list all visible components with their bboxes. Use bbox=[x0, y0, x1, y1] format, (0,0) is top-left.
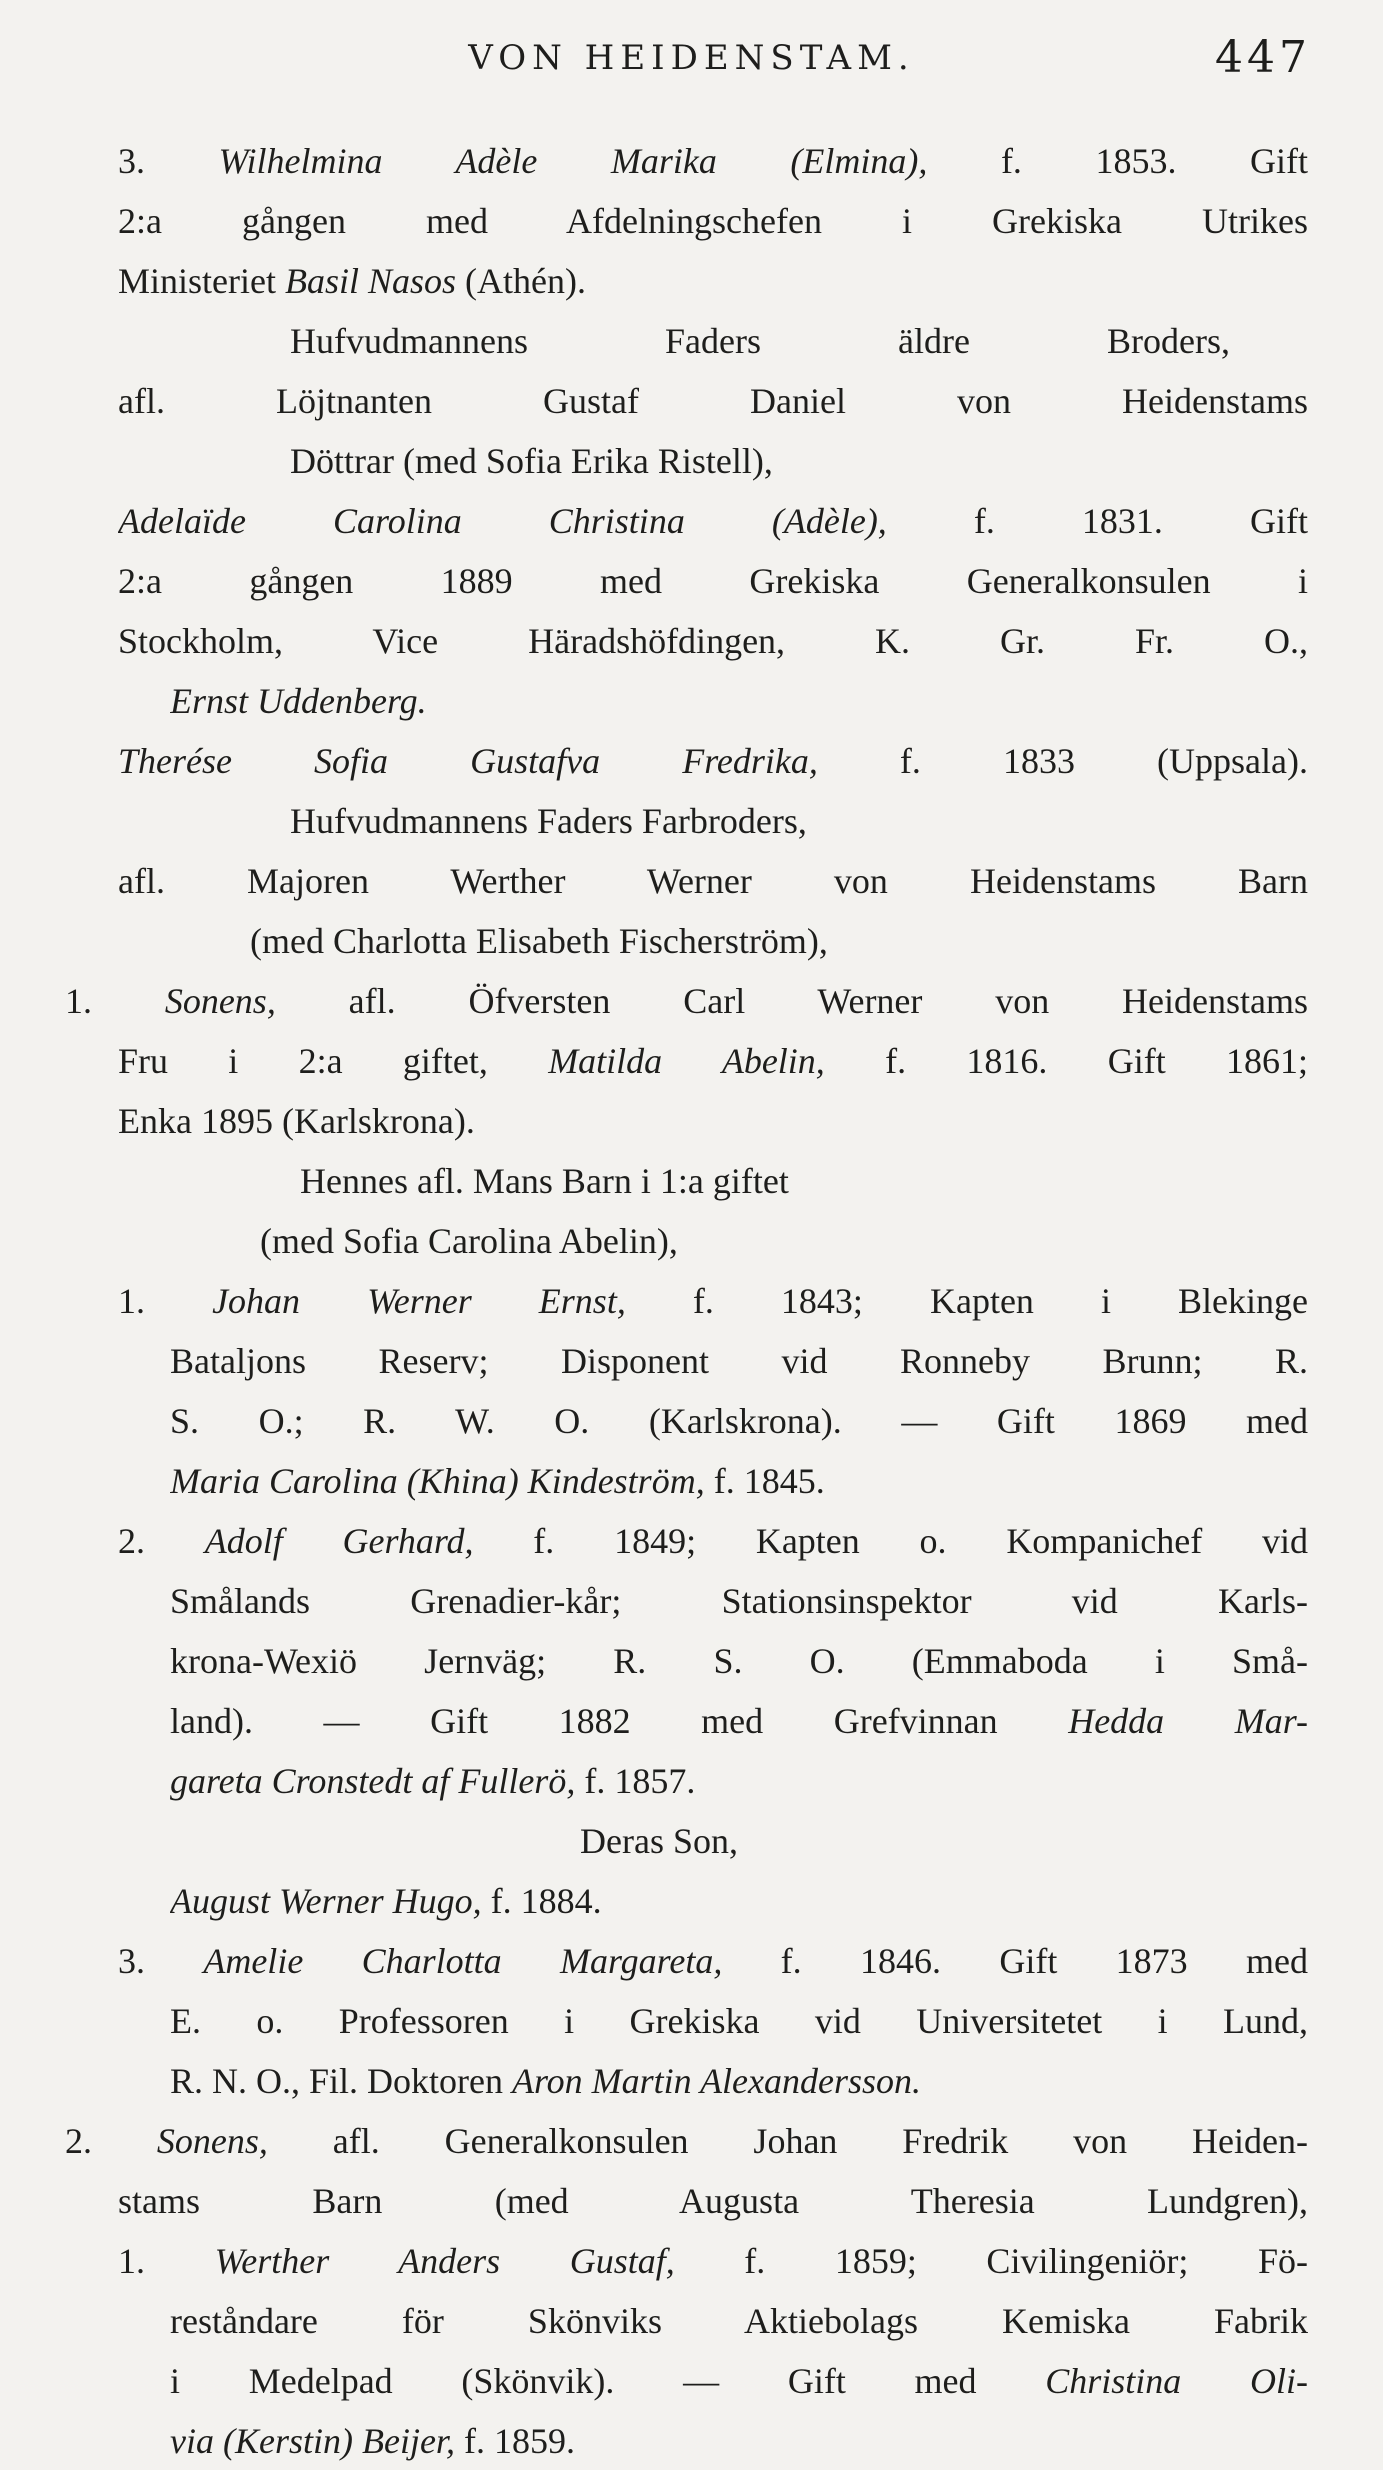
text-span: 1. bbox=[118, 2241, 215, 2281]
page-number: 447 bbox=[1215, 32, 1311, 83]
text-span: afl. Majoren Werther Werner von Heidenstams Barn bbox=[118, 861, 1308, 901]
italic-name-span: Adolf Gerhard, bbox=[204, 1521, 474, 1561]
text-span: Stockholm, Vice Häradshöfdingen, K. Gr. Fr. O., bbox=[118, 621, 1308, 661]
text-span: f. 1833 (Uppsala). bbox=[817, 741, 1308, 781]
text-line bbox=[65, 972, 1308, 1030]
text-span: f. 1884. bbox=[481, 1881, 602, 1921]
italic-name-span: Basil Nasos bbox=[284, 261, 457, 301]
text-span: (med Sofia Carolina Abelin), bbox=[260, 1221, 678, 1261]
text-line bbox=[250, 912, 1250, 970]
text-line bbox=[118, 1932, 1308, 1990]
text-line bbox=[118, 1032, 1308, 1090]
text-span: R. N. O., Fil. Doktoren bbox=[170, 2061, 512, 2101]
text-span: 2:a gången med Afdelningschefen i Grekiska Utrikes bbox=[118, 201, 1308, 241]
text-line bbox=[118, 1512, 1308, 1570]
text-line bbox=[118, 132, 1308, 190]
text-span: krona-Wexiö Jernväg; R. S. O. (Emmaboda i Små- bbox=[170, 1641, 1308, 1681]
text-span: Smålands Grenadier-kår; Stationsinspektor vid Karls- bbox=[170, 1581, 1308, 1621]
italic-name-span: gareta Cronstedt af Fullerö, bbox=[170, 1761, 576, 1801]
text-line bbox=[170, 1392, 1308, 1450]
text-line bbox=[118, 612, 1308, 670]
text-span: Hufvudmannens Faders Farbroders, bbox=[290, 801, 807, 841]
text-span: stams Barn (med Augusta Theresia Lundgren), bbox=[118, 2181, 1308, 2221]
text-line bbox=[118, 2172, 1308, 2230]
text-span: i Medelpad (Skönvik). — Gift med bbox=[170, 2361, 1046, 2401]
italic-name-span: Wilhelmina Adèle Marika (Elmina), bbox=[218, 141, 928, 181]
italic-name-span: Christina Oli- bbox=[1045, 2361, 1308, 2401]
text-line bbox=[580, 1812, 1100, 1870]
text-span: Hufvudmannens Faders äldre Broders, bbox=[290, 321, 1230, 361]
text-span: afl. Generalkonsulen Johan Fredrik von Heiden- bbox=[267, 2121, 1308, 2161]
italic-name-span: Johan Werner Ernst, bbox=[212, 1281, 626, 1321]
text-line bbox=[170, 1332, 1308, 1390]
text-line bbox=[170, 2352, 1308, 2410]
text-line bbox=[118, 252, 1308, 310]
text-line bbox=[260, 1212, 1180, 1270]
italic-name-span: Hedda Mar- bbox=[1068, 1701, 1308, 1741]
page-header bbox=[72, 28, 1311, 88]
italic-name-span: Werther Anders Gustaf, bbox=[214, 2241, 675, 2281]
text-span: f. 1853. Gift bbox=[927, 141, 1308, 181]
text-span: f. 1859. bbox=[454, 2421, 575, 2461]
text-line bbox=[65, 2112, 1308, 2170]
text-line bbox=[170, 1632, 1308, 1690]
text-line bbox=[118, 552, 1308, 610]
text-span: Fru i 2:a giftet, bbox=[118, 1041, 549, 1081]
text-span: afl. Öfversten Carl Werner von Heidenstams bbox=[275, 981, 1308, 1021]
text-span: Bataljons Reserv; Disponent vid Ronneby Brunn; R. bbox=[170, 1341, 1308, 1381]
text-span: 2. bbox=[65, 2121, 157, 2161]
italic-name-span: August Werner Hugo, bbox=[170, 1881, 482, 1921]
text-line bbox=[170, 1872, 1308, 1930]
text-line bbox=[170, 1692, 1308, 1750]
text-line bbox=[170, 2412, 1308, 2470]
text-line bbox=[118, 852, 1308, 910]
text-line bbox=[170, 1452, 1308, 1510]
text-span: f. 1831. Gift bbox=[886, 501, 1308, 541]
text-span: 1. bbox=[118, 1281, 213, 1321]
text-span: (Athén). bbox=[456, 261, 586, 301]
text-span: 3. bbox=[118, 1941, 204, 1981]
text-line bbox=[170, 1992, 1308, 2050]
text-span: land). — Gift 1882 med Grefvinnan bbox=[170, 1701, 1069, 1741]
text-line bbox=[300, 1152, 1180, 1210]
italic-name-span: Maria Carolina (Khina) Kindeström, bbox=[170, 1461, 705, 1501]
text-span: 1. bbox=[65, 981, 165, 1021]
text-span: f. 1816. Gift 1861; bbox=[824, 1041, 1308, 1081]
text-span: Ministeriet bbox=[118, 261, 285, 301]
italic-name-span: Therése Sofia Gustafva Fredrika, bbox=[118, 741, 818, 781]
text-span: f. 1845. bbox=[704, 1461, 825, 1501]
text-line bbox=[290, 312, 1230, 370]
italic-name-span: Matilda Abelin, bbox=[548, 1041, 825, 1081]
text-line bbox=[118, 732, 1308, 790]
text-line bbox=[170, 2052, 1308, 2110]
italic-name-span: via (Kerstin) Beijer, bbox=[170, 2421, 455, 2461]
text-span: f. 1849; Kapten o. Kompanichef vid bbox=[473, 1521, 1308, 1561]
text-span: 3. bbox=[118, 141, 219, 181]
italic-name-span: Sonens, bbox=[164, 981, 276, 1021]
text-span: 2. bbox=[118, 1521, 205, 1561]
text-line bbox=[118, 372, 1308, 430]
text-span: f. 1846. Gift 1873 med bbox=[722, 1941, 1308, 1981]
text-span: Döttrar (med Sofia Erika Ristell), bbox=[290, 441, 773, 481]
text-line bbox=[118, 2232, 1308, 2290]
running-title: VON HEIDENSTAM. bbox=[468, 38, 915, 78]
text-span: Hennes afl. Mans Barn i 1:a giftet bbox=[300, 1161, 789, 1201]
italic-name-span: Sonens, bbox=[156, 2121, 268, 2161]
text-line bbox=[118, 492, 1308, 550]
text-line bbox=[290, 432, 1100, 490]
text-span: 2:a gången 1889 med Grekiska Generalkonsulen i bbox=[118, 561, 1308, 601]
text-line bbox=[170, 1752, 1308, 1810]
text-line bbox=[170, 1572, 1308, 1630]
text-span: Enka 1895 (Karlskrona). bbox=[118, 1101, 475, 1141]
italic-name-span: Amelie Charlotta Margareta, bbox=[203, 1941, 723, 1981]
text-line bbox=[118, 192, 1308, 250]
text-line bbox=[118, 1272, 1308, 1330]
text-span: S. O.; R. W. O. (Karlskrona). — Gift 1869 med bbox=[170, 1401, 1308, 1441]
text-line bbox=[118, 1092, 1308, 1150]
text-span: (med Charlotta Elisabeth Fischerström), bbox=[250, 921, 828, 961]
text-span: Deras Son, bbox=[580, 1821, 738, 1861]
text-span: f. 1857. bbox=[575, 1761, 696, 1801]
text-span: f. 1859; Civilingeniör; Fö- bbox=[674, 2241, 1308, 2281]
text-line bbox=[170, 672, 1308, 730]
text-span: E. o. Professoren i Grekiska vid Universitetet i Lund, bbox=[170, 2001, 1308, 2041]
italic-name-span: Adelaïde Carolina Christina (Adèle), bbox=[118, 501, 887, 541]
italic-name-span: Aron Martin Alexandersson. bbox=[512, 2061, 921, 2101]
text-line bbox=[290, 792, 1200, 850]
italic-name-span: Ernst Uddenberg. bbox=[170, 681, 427, 721]
text-span: afl. Löjtnanten Gustaf Daniel von Heidenstams bbox=[118, 381, 1308, 421]
text-span: f. 1843; Kapten i Blekinge bbox=[625, 1281, 1308, 1321]
text-span: reståndare för Skönviks Aktiebolags Kemiska Fabrik bbox=[170, 2301, 1308, 2341]
